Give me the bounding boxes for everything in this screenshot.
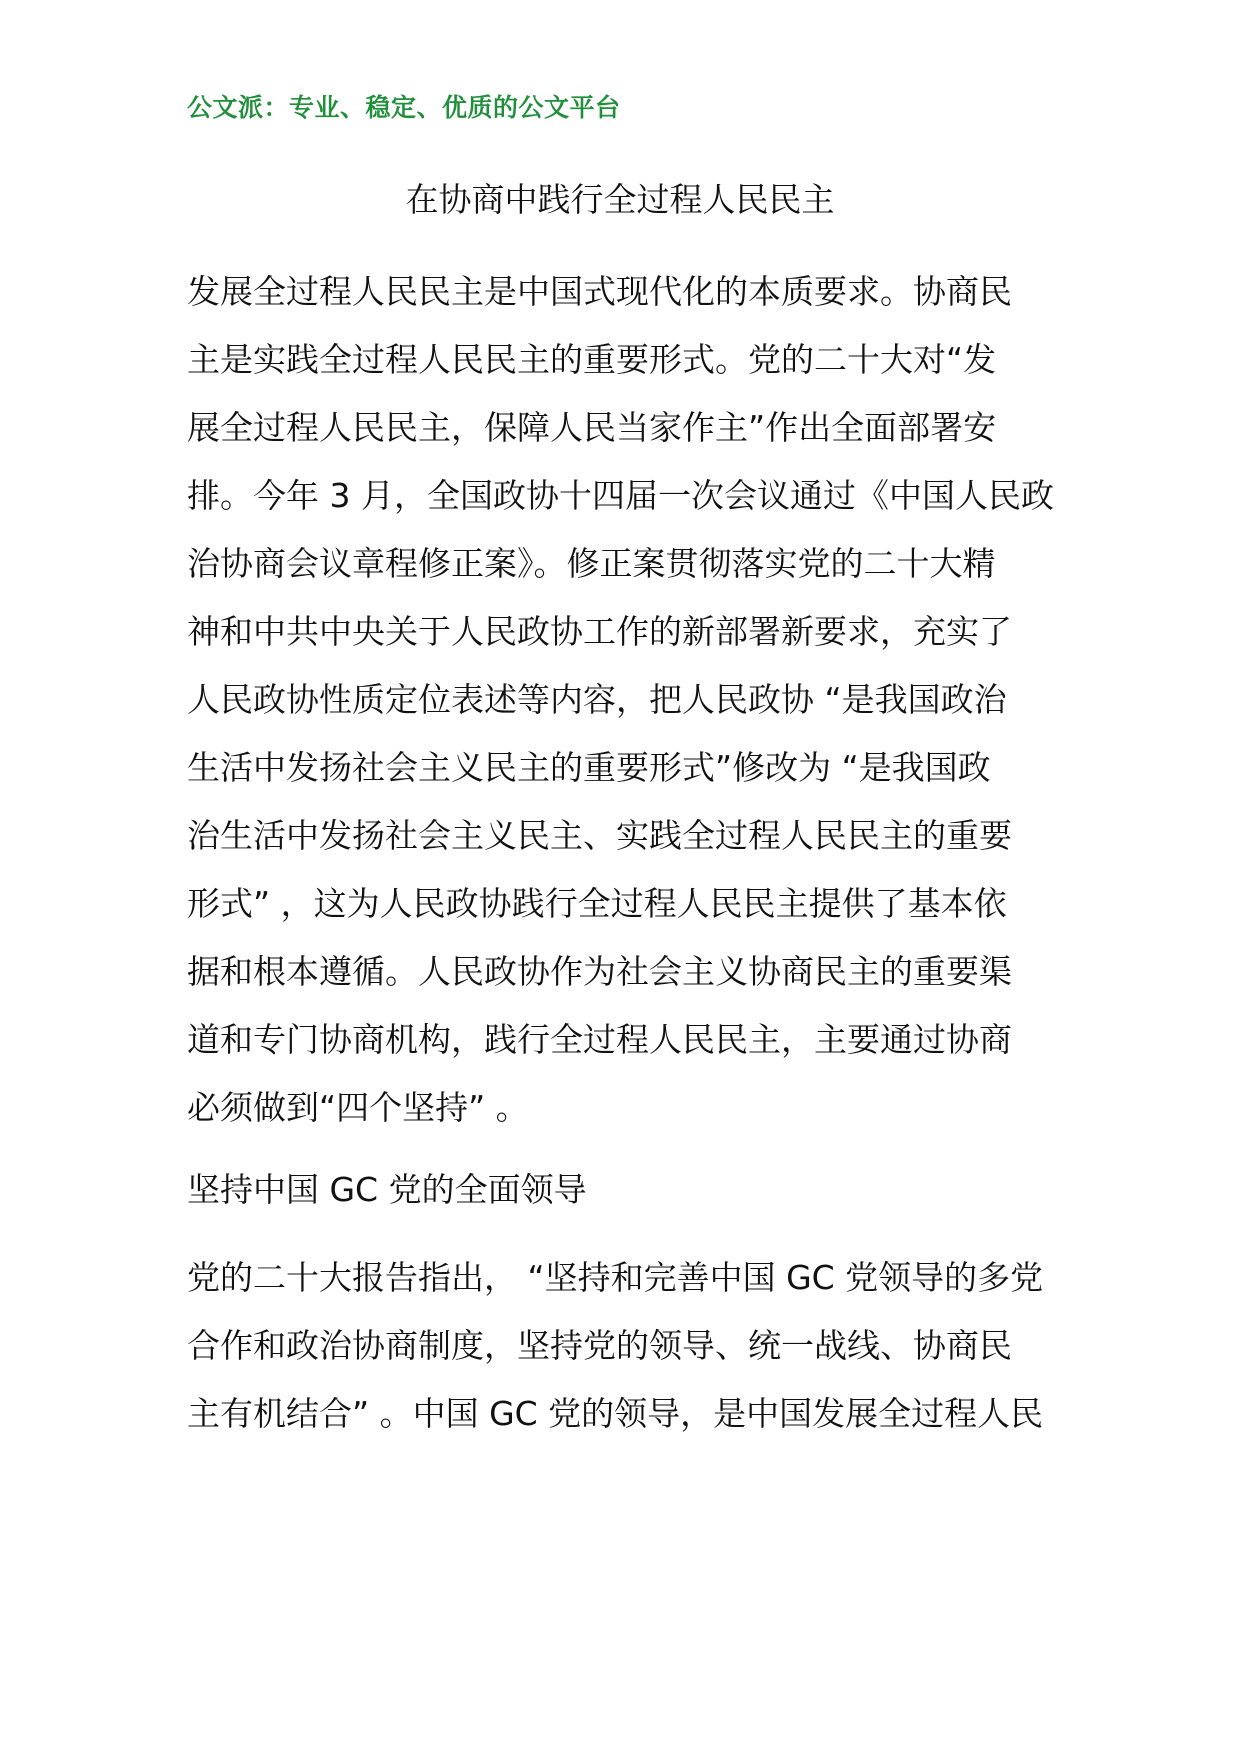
paragraph-line: 必须做到“四个坚持” 。 xyxy=(187,1088,529,1127)
paragraph-line: 排。今年 3 月，全国政协十四届一次会议通过《中国人民政 xyxy=(187,476,1054,515)
paragraph-line: 合作和政治协商制度，坚持党的领导、统一战线、协商民 xyxy=(187,1326,1012,1365)
paragraph-line: 党的二十大报告指出， “坚持和完善中国 GC 党领导的多党 xyxy=(187,1258,1044,1297)
article-title: 在协商中践行全过程人民民主 xyxy=(405,180,835,219)
paragraph-line: 据和根本遵循。人民政协作为社会主义协商民主的重要渠 xyxy=(187,952,1012,991)
paragraph-line: 神和中共中央关于人民政协工作的新部署新要求，充实了 xyxy=(187,612,1012,651)
paragraph-line: 生活中发扬社会主义民主的重要形式”修改为 “是我国政 xyxy=(187,748,991,787)
paragraph-line: 主有机结合” 。中国 GC 党的领导，是中国发展全过程人民 xyxy=(187,1394,1044,1433)
paragraph-line: 治生活中发扬社会主义民主、实践全过程人民民主的重要 xyxy=(187,816,1012,855)
paragraph-line: 发展全过程人民民主是中国式现代化的本质要求。协商民 xyxy=(187,272,1012,311)
paragraph-line: 主是实践全过程人民民主的重要形式。党的二十大对“发 xyxy=(187,340,997,379)
paragraph-line: 治协商会议章程修正案》。修正案贯彻落实党的二十大精 xyxy=(187,544,996,583)
paragraph-line: 人民政协性质定位表述等内容，把人民政协 “是我国政治 xyxy=(187,680,1007,719)
paragraph-line: 形式” ，这为人民政协践行全过程人民民主提供了基本依 xyxy=(187,884,1007,923)
site-header: 公文派：专业、稳定、优质的公文平台 xyxy=(187,93,621,122)
paragraph-line: 道和专门协商机构，践行全过程人民民主，主要通过协商 xyxy=(187,1020,1012,1059)
paragraph-line: 展全过程人民民主，保障人民当家作主”作出全面部署安 xyxy=(187,408,997,447)
section-heading: 坚持中国 GC 党的全面领导 xyxy=(187,1170,587,1209)
